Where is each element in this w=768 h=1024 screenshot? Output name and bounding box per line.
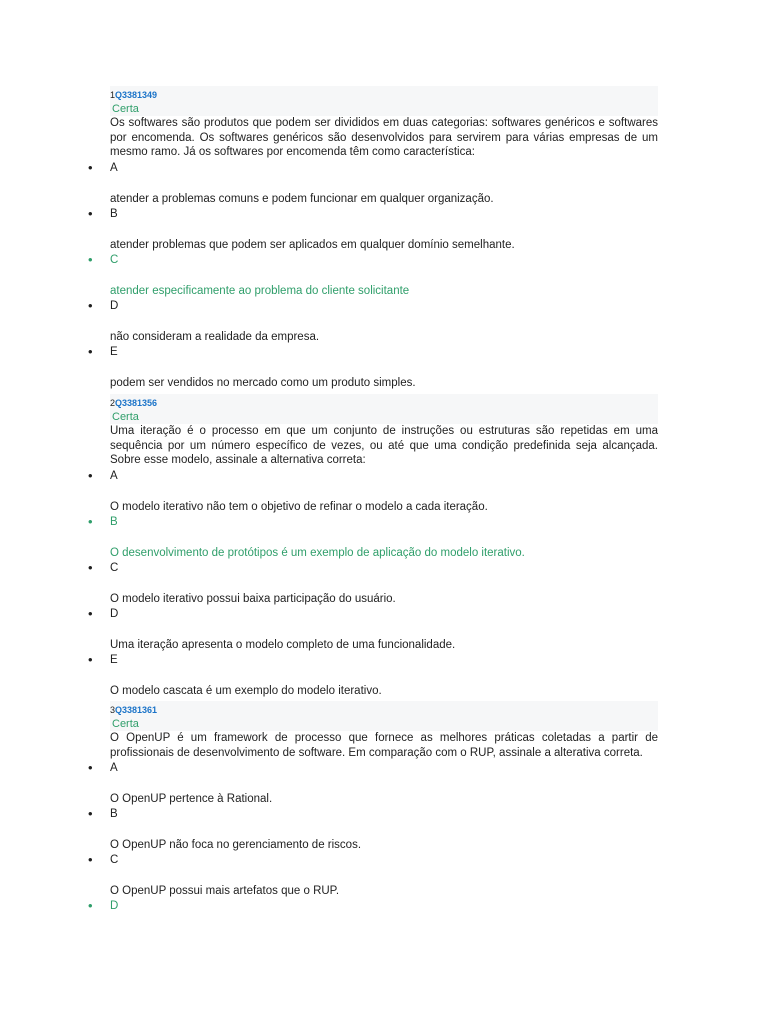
question-header — [110, 394, 658, 410]
question-code-link[interactable]: Q3381356 — [115, 398, 158, 408]
question-stem: Uma iteração é o processo em que um conjunto de instruções ou estruturas são repetidas em uma sequência por um número específico de vezes, ou até que uma condição predefinida seja alcançada. Sobre esse modelo, assinale a alternativa correta: — [110, 425, 658, 466]
question-status: Certa — [110, 410, 658, 424]
option-letter: C — [110, 561, 119, 574]
option-letter: B — [110, 808, 118, 820]
option-text: podem ser vendidos no mercado como um produto simples. — [110, 376, 416, 389]
question-code-link[interactable]: Q3381361 — [115, 705, 158, 715]
option-letter: D — [110, 607, 119, 620]
bullet-icon: • — [88, 559, 93, 575]
bullet-icon: • — [88, 297, 93, 313]
bullet-icon: • — [88, 205, 93, 221]
option-text: atender especificamente ao problema do cliente solicitante — [110, 284, 410, 297]
question-1 — [88, 86, 658, 390]
option-text: O desenvolvimento de protótipos é um exemplo de aplicação do modelo iterativo. — [110, 546, 525, 559]
option-b[interactable] — [88, 513, 658, 560]
option-letter: A — [110, 161, 118, 174]
bullet-icon: • — [88, 159, 93, 175]
bullet-icon: • — [88, 343, 93, 359]
option-letter: C — [110, 854, 119, 866]
question-status: Certa — [110, 717, 658, 731]
bullet-icon: • — [88, 251, 93, 267]
option-letter: C — [110, 253, 119, 266]
option-letter: A — [110, 762, 118, 774]
question-header — [110, 701, 658, 717]
option-letter: B — [110, 515, 118, 528]
option-b[interactable] — [88, 806, 658, 852]
option-letter: E — [110, 345, 118, 358]
option-text: Uma iteração apresenta o modelo completo de uma funcionalidade. — [110, 638, 456, 651]
option-c[interactable] — [88, 251, 658, 298]
option-a[interactable] — [88, 760, 658, 806]
bullet-icon: • — [88, 760, 93, 775]
option-letter: D — [110, 900, 119, 912]
question-status: Certa — [110, 102, 658, 116]
question-number: 3 — [110, 705, 116, 715]
question-number: 2 — [110, 398, 116, 408]
bullet-icon: • — [88, 651, 93, 667]
option-e[interactable] — [88, 651, 658, 698]
option-text: O modelo iterativo possui baixa participação do usuário. — [110, 592, 396, 605]
bullet-icon: • — [88, 513, 93, 529]
question-stem: O OpenUP é um framework de processo que fornece as melhores práticas coletadas a partir de profissionais de desenvolvimento de software. Em comparação com o RUP, assinale a alterativa correta. — [110, 732, 658, 759]
option-text: atender problemas que podem ser aplicados em qualquer domínio semelhante. — [110, 238, 515, 251]
option-c[interactable] — [88, 559, 658, 606]
question-header — [110, 86, 658, 102]
option-letter: A — [110, 469, 118, 482]
option-d[interactable] — [88, 898, 658, 918]
option-text: atender a problemas comuns e podem funcionar em qualquer organização. — [110, 192, 494, 205]
option-letter: B — [110, 207, 118, 220]
question-number: 1 — [110, 90, 116, 100]
option-letter: D — [110, 299, 119, 312]
question-3 — [88, 701, 658, 918]
option-a[interactable] — [88, 159, 658, 206]
bullet-icon: • — [88, 852, 93, 867]
bullet-icon: • — [88, 806, 93, 821]
option-c[interactable] — [88, 852, 658, 898]
option-letter: E — [110, 653, 118, 666]
option-text: O OpenUP não foca no gerenciamento de riscos. — [110, 839, 362, 851]
option-e[interactable] — [88, 343, 658, 390]
option-b[interactable] — [88, 205, 658, 252]
question-stem: Os softwares são produtos que podem ser divididos em duas categorias: softwares genéricos e softwares por encomenda. Os softwares genéricos são desenvolvidos para servirem para várias empresas de um mesmo ramo. Já os softwares por encomenda têm como característica: — [110, 117, 658, 158]
option-text: O modelo cascata é um exemplo do modelo iterativo. — [110, 684, 382, 697]
question-code-link[interactable]: Q3381349 — [115, 90, 158, 100]
option-d[interactable] — [88, 297, 658, 344]
option-text: não consideram a realidade da empresa. — [110, 330, 320, 343]
question-2 — [88, 394, 658, 698]
bullet-icon: • — [88, 605, 93, 621]
option-text: O OpenUP pertence à Rational. — [110, 793, 273, 805]
option-d[interactable] — [88, 605, 658, 652]
option-a[interactable] — [88, 467, 658, 514]
bullet-icon: • — [88, 898, 93, 913]
bullet-icon: • — [88, 467, 93, 483]
option-text: O modelo iterativo não tem o objetivo de refinar o modelo a cada iteração. — [110, 500, 488, 513]
option-text: O OpenUP possui mais artefatos que o RUP. — [110, 885, 340, 897]
